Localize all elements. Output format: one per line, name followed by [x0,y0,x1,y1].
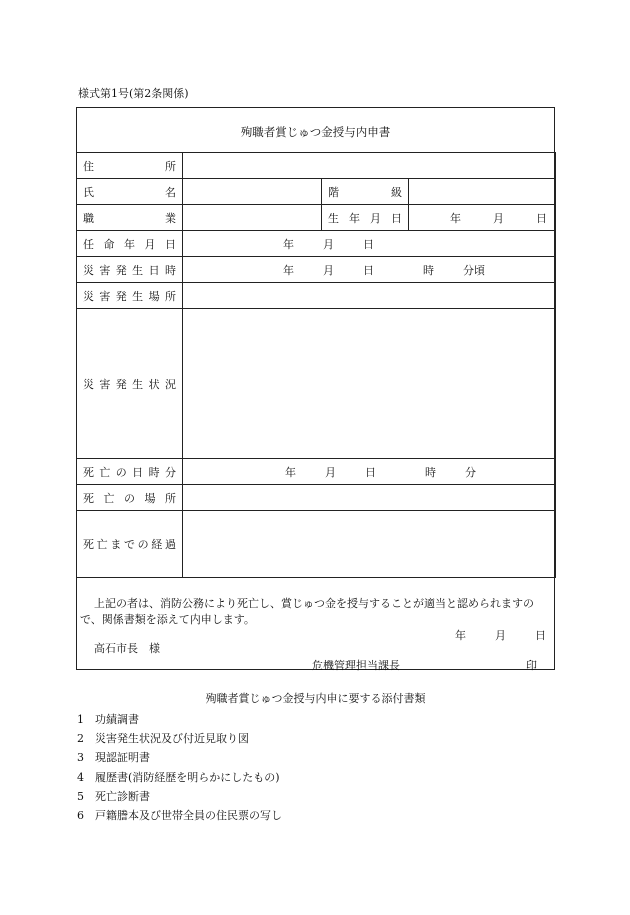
label-name: 氏 名 [77,179,183,205]
label-death-course: 死 亡 ま で の 経 過 [77,511,183,578]
name-field[interactable] [183,179,322,205]
label-birthdate: 生 年 月 日 [322,205,409,231]
label-death-datetime: 死 亡 の 日 時 分 [77,459,183,485]
declaration-section [80,596,550,672]
label-rank: 階 級 [322,179,409,205]
row-disaster-situation [77,309,556,459]
label-address: 住 所 [77,153,183,179]
death-course-field[interactable] [183,511,556,578]
death-datetime-field[interactable]: 年 月 日 時 分 [183,459,556,485]
list-item: 4 履歴書(消防経歴を明らかにしたもの) [77,770,280,784]
form-number: 様式第1号(第2条関係) [78,87,189,100]
disaster-situation-field[interactable] [183,309,556,459]
row-death-course [77,511,556,578]
attachments-title: 殉職者賞じゅつ金授与内申に要する添付書類 [205,692,426,705]
row-name-rank [77,179,556,205]
disaster-place-field[interactable] [183,283,556,309]
list-item: 3 現認証明書 [77,751,150,765]
application-form-table [76,152,556,578]
row-death-place [77,485,556,511]
seal-mark: 印 [526,659,537,672]
declaration-date: 年 月 日 [455,629,546,642]
death-place-field[interactable] [183,485,556,511]
occupation-field[interactable] [183,205,322,231]
form-title: 殉職者賞じゅつ金授与内申書 [240,125,391,139]
row-disaster-place [77,283,556,309]
rank-field[interactable] [409,179,556,205]
addressee: 高石市長 様 [94,642,160,655]
row-appointment-date [77,231,556,257]
label-death-place: 死 亡 の 場 所 [77,485,183,511]
appointment-date-field[interactable]: 年 月 日 [183,231,556,257]
attachments-list [77,710,282,825]
row-disaster-datetime [77,257,556,283]
row-occupation-birthdate [77,205,556,231]
label-disaster-situation: 災 害 発 生 状 況 [77,309,183,459]
label-disaster-place: 災 害 発 生 場 所 [77,283,183,309]
list-item: 6 戸籍謄本及び世帯全員の住民票の写し [77,808,282,822]
label-appointment-date: 任 命 年 月 日 [77,231,183,257]
list-item: 2 災害発生状況及び付近見取り図 [77,732,249,746]
row-death-datetime [77,459,556,485]
address-field[interactable] [183,153,556,179]
birthdate-field[interactable]: 年 月 日 [409,205,556,231]
declaration-text: 上記の者は、消防公務により死亡し、賞じゅつ金を授与することが適当と認められますので、関係書類を添えて内申します。 [80,597,534,626]
disaster-datetime-field[interactable]: 年 月 日 時 分頃 [183,257,556,283]
sender: 危機管理担当課長 [312,659,400,672]
row-address [77,153,556,179]
list-item: 5 死亡診断書 [77,789,150,803]
label-disaster-datetime: 災 害 発 生 日 時 [77,257,183,283]
label-occupation: 職 業 [77,205,183,231]
list-item: 1 功績調書 [77,713,139,726]
